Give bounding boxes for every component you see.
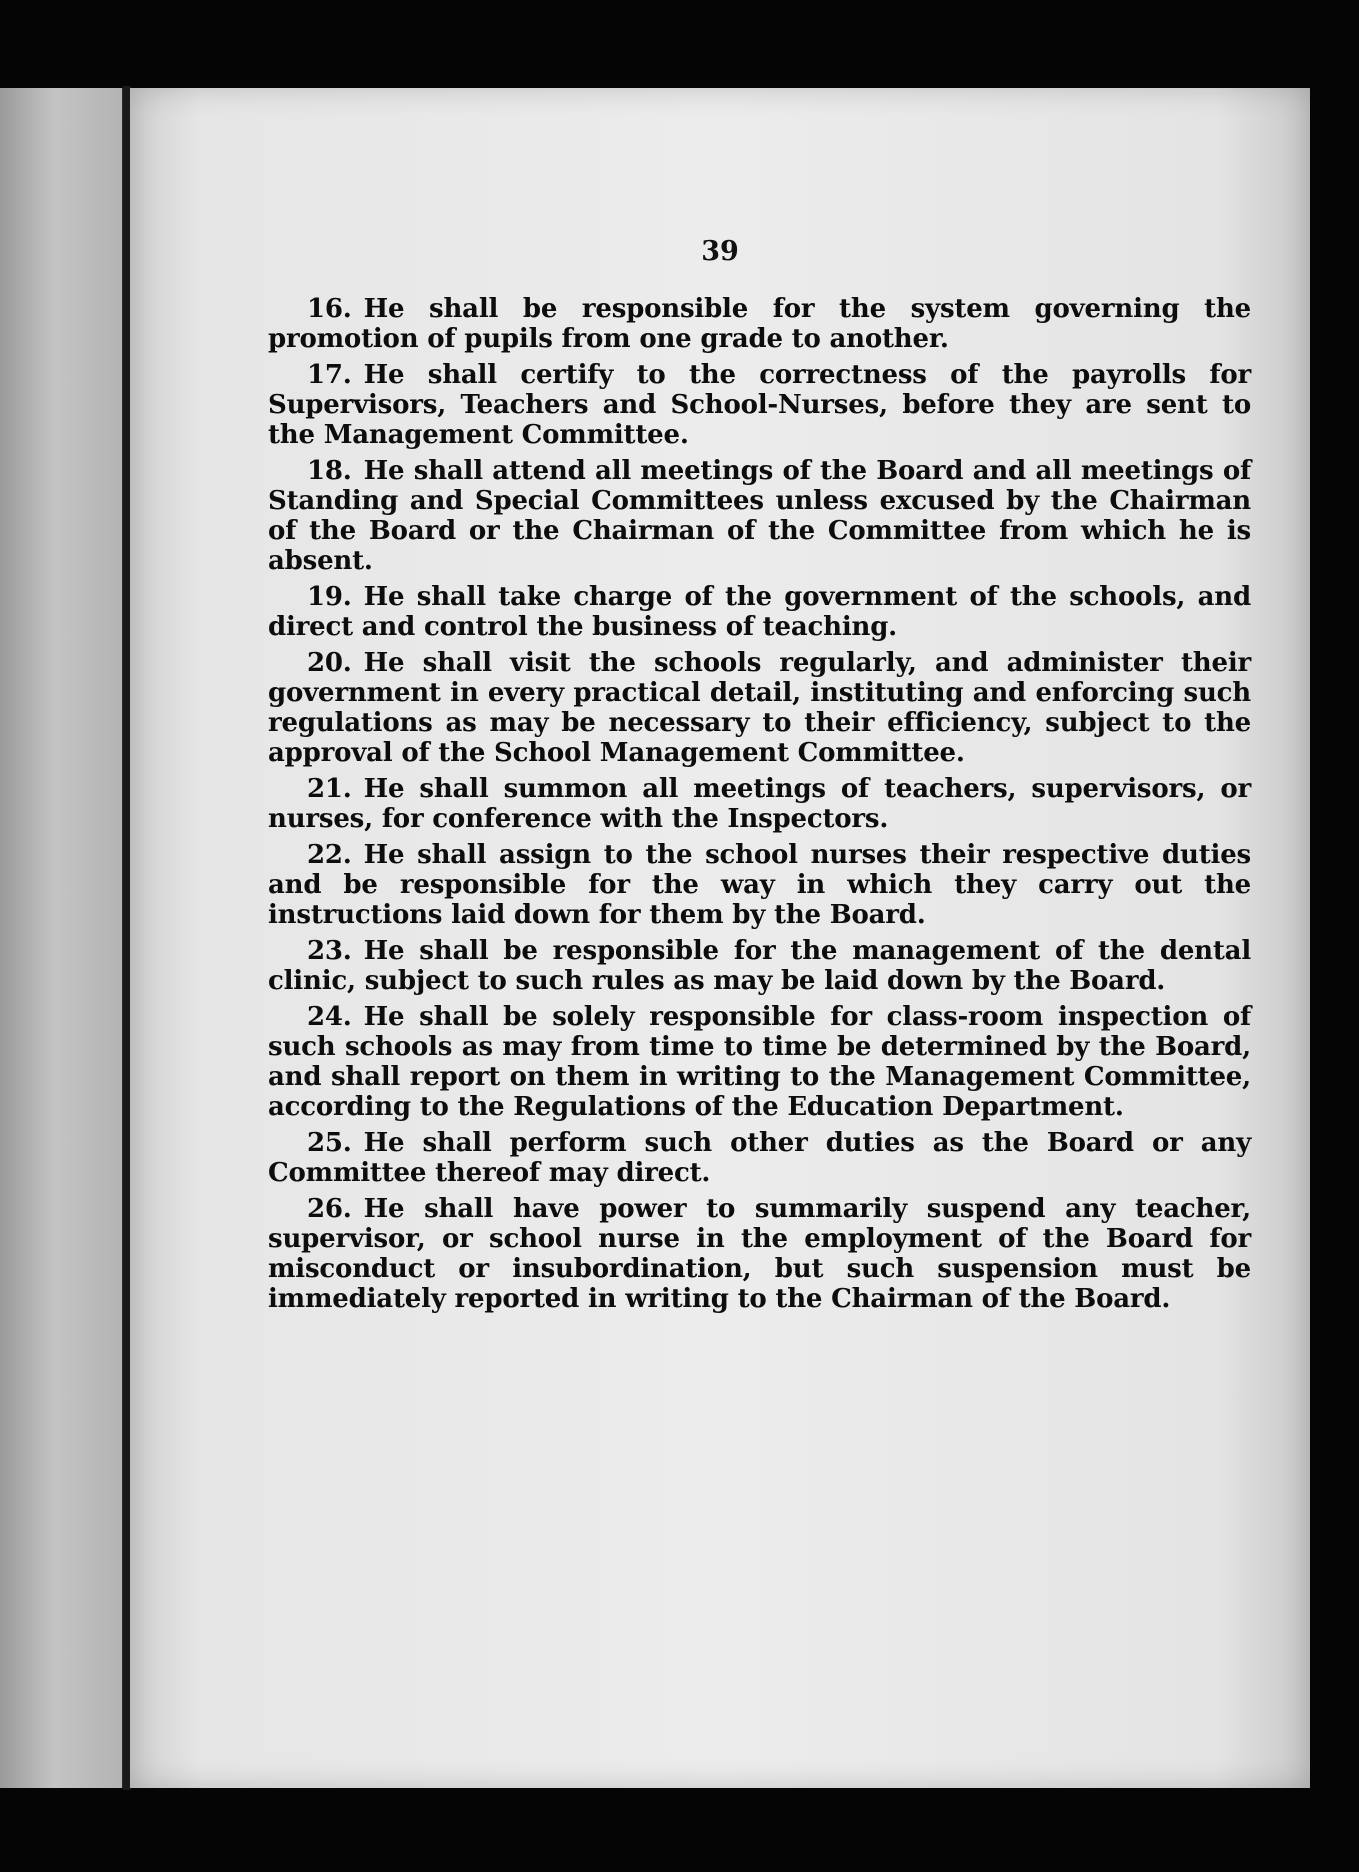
paragraph-number: 25.: [307, 1128, 352, 1158]
page-body: [268, 294, 1251, 1320]
paragraph-text: He shall be responsible for the system governing the promotion of pupils from one grade to another.: [268, 294, 1251, 354]
paragraph-21: [268, 774, 1251, 834]
paragraph-text: He shall summon all meetings of teachers, supervisors, or nurses, for conference with the Inspectors.: [268, 774, 1251, 834]
paragraph-number: 16.: [307, 294, 352, 324]
paragraph-number: 19.: [307, 582, 352, 612]
paragraph-number: 23.: [307, 936, 352, 966]
facing-page-edge: [0, 88, 125, 1788]
paragraph-number: 17.: [307, 360, 352, 390]
paragraph-number: 24.: [307, 1002, 352, 1032]
document-page: [130, 88, 1310, 1788]
paragraph-26: [268, 1194, 1251, 1314]
paragraph-25: [268, 1128, 1251, 1188]
page-number: 39: [701, 236, 739, 267]
paragraph-20: [268, 648, 1251, 768]
paragraph-text: He shall certify to the correctness of the payrolls for Supervisors, Teachers and School-Nurses, before they are sent to the Management Committee.: [268, 360, 1251, 450]
paragraph-22: [268, 840, 1251, 930]
paragraph-text: He shall have power to summarily suspend any teacher, supervisor, or school nurse in the employment of the Board for misconduct or insubordination, but such suspension must be immediately reported in writing to the Chairman of the Board.: [268, 1194, 1251, 1314]
paragraph-24: [268, 1002, 1251, 1122]
paragraph-18: [268, 456, 1251, 576]
paragraph-number: 20.: [307, 648, 352, 678]
paragraph-number: 18.: [307, 456, 352, 486]
paragraph-number: 26.: [307, 1194, 352, 1224]
paragraph-number: 22.: [307, 840, 352, 870]
paragraph-text: He shall be solely responsible for class-room inspection of such schools as may from time to time be determined by the Board, and shall report on them in writing to the Management Committee, according to the Regulations of the Education Department.: [268, 1002, 1251, 1122]
paragraph-text: He shall attend all meetings of the Board and all meetings of Standing and Special Committees unless excused by the Chairman of the Board or the Chairman of the Committee from which he is absent.: [268, 456, 1251, 576]
paragraph-17: [268, 360, 1251, 450]
paragraph-23: [268, 936, 1251, 996]
paragraph-text: He shall visit the schools regularly, and administer their government in every practical detail, instituting and enforcing such regulations as may be necessary to their efficiency, subject to the approval of the School Management Committee.: [268, 648, 1251, 768]
paragraph-text: He shall take charge of the government of the schools, and direct and control the business of teaching.: [268, 582, 1251, 642]
paragraph-text: He shall assign to the school nurses their respective duties and be responsible for the way in which they carry out the instructions laid down for them by the Board.: [268, 840, 1251, 930]
paragraph-19: [268, 582, 1251, 642]
paragraph-text: He shall perform such other duties as the Board or any Committee thereof may direct.: [268, 1128, 1251, 1188]
paragraph-text: He shall be responsible for the management of the dental clinic, subject to such rules as may be laid down by the Board.: [268, 936, 1251, 996]
paragraph-number: 21.: [307, 774, 352, 804]
paragraph-16: [268, 294, 1251, 354]
